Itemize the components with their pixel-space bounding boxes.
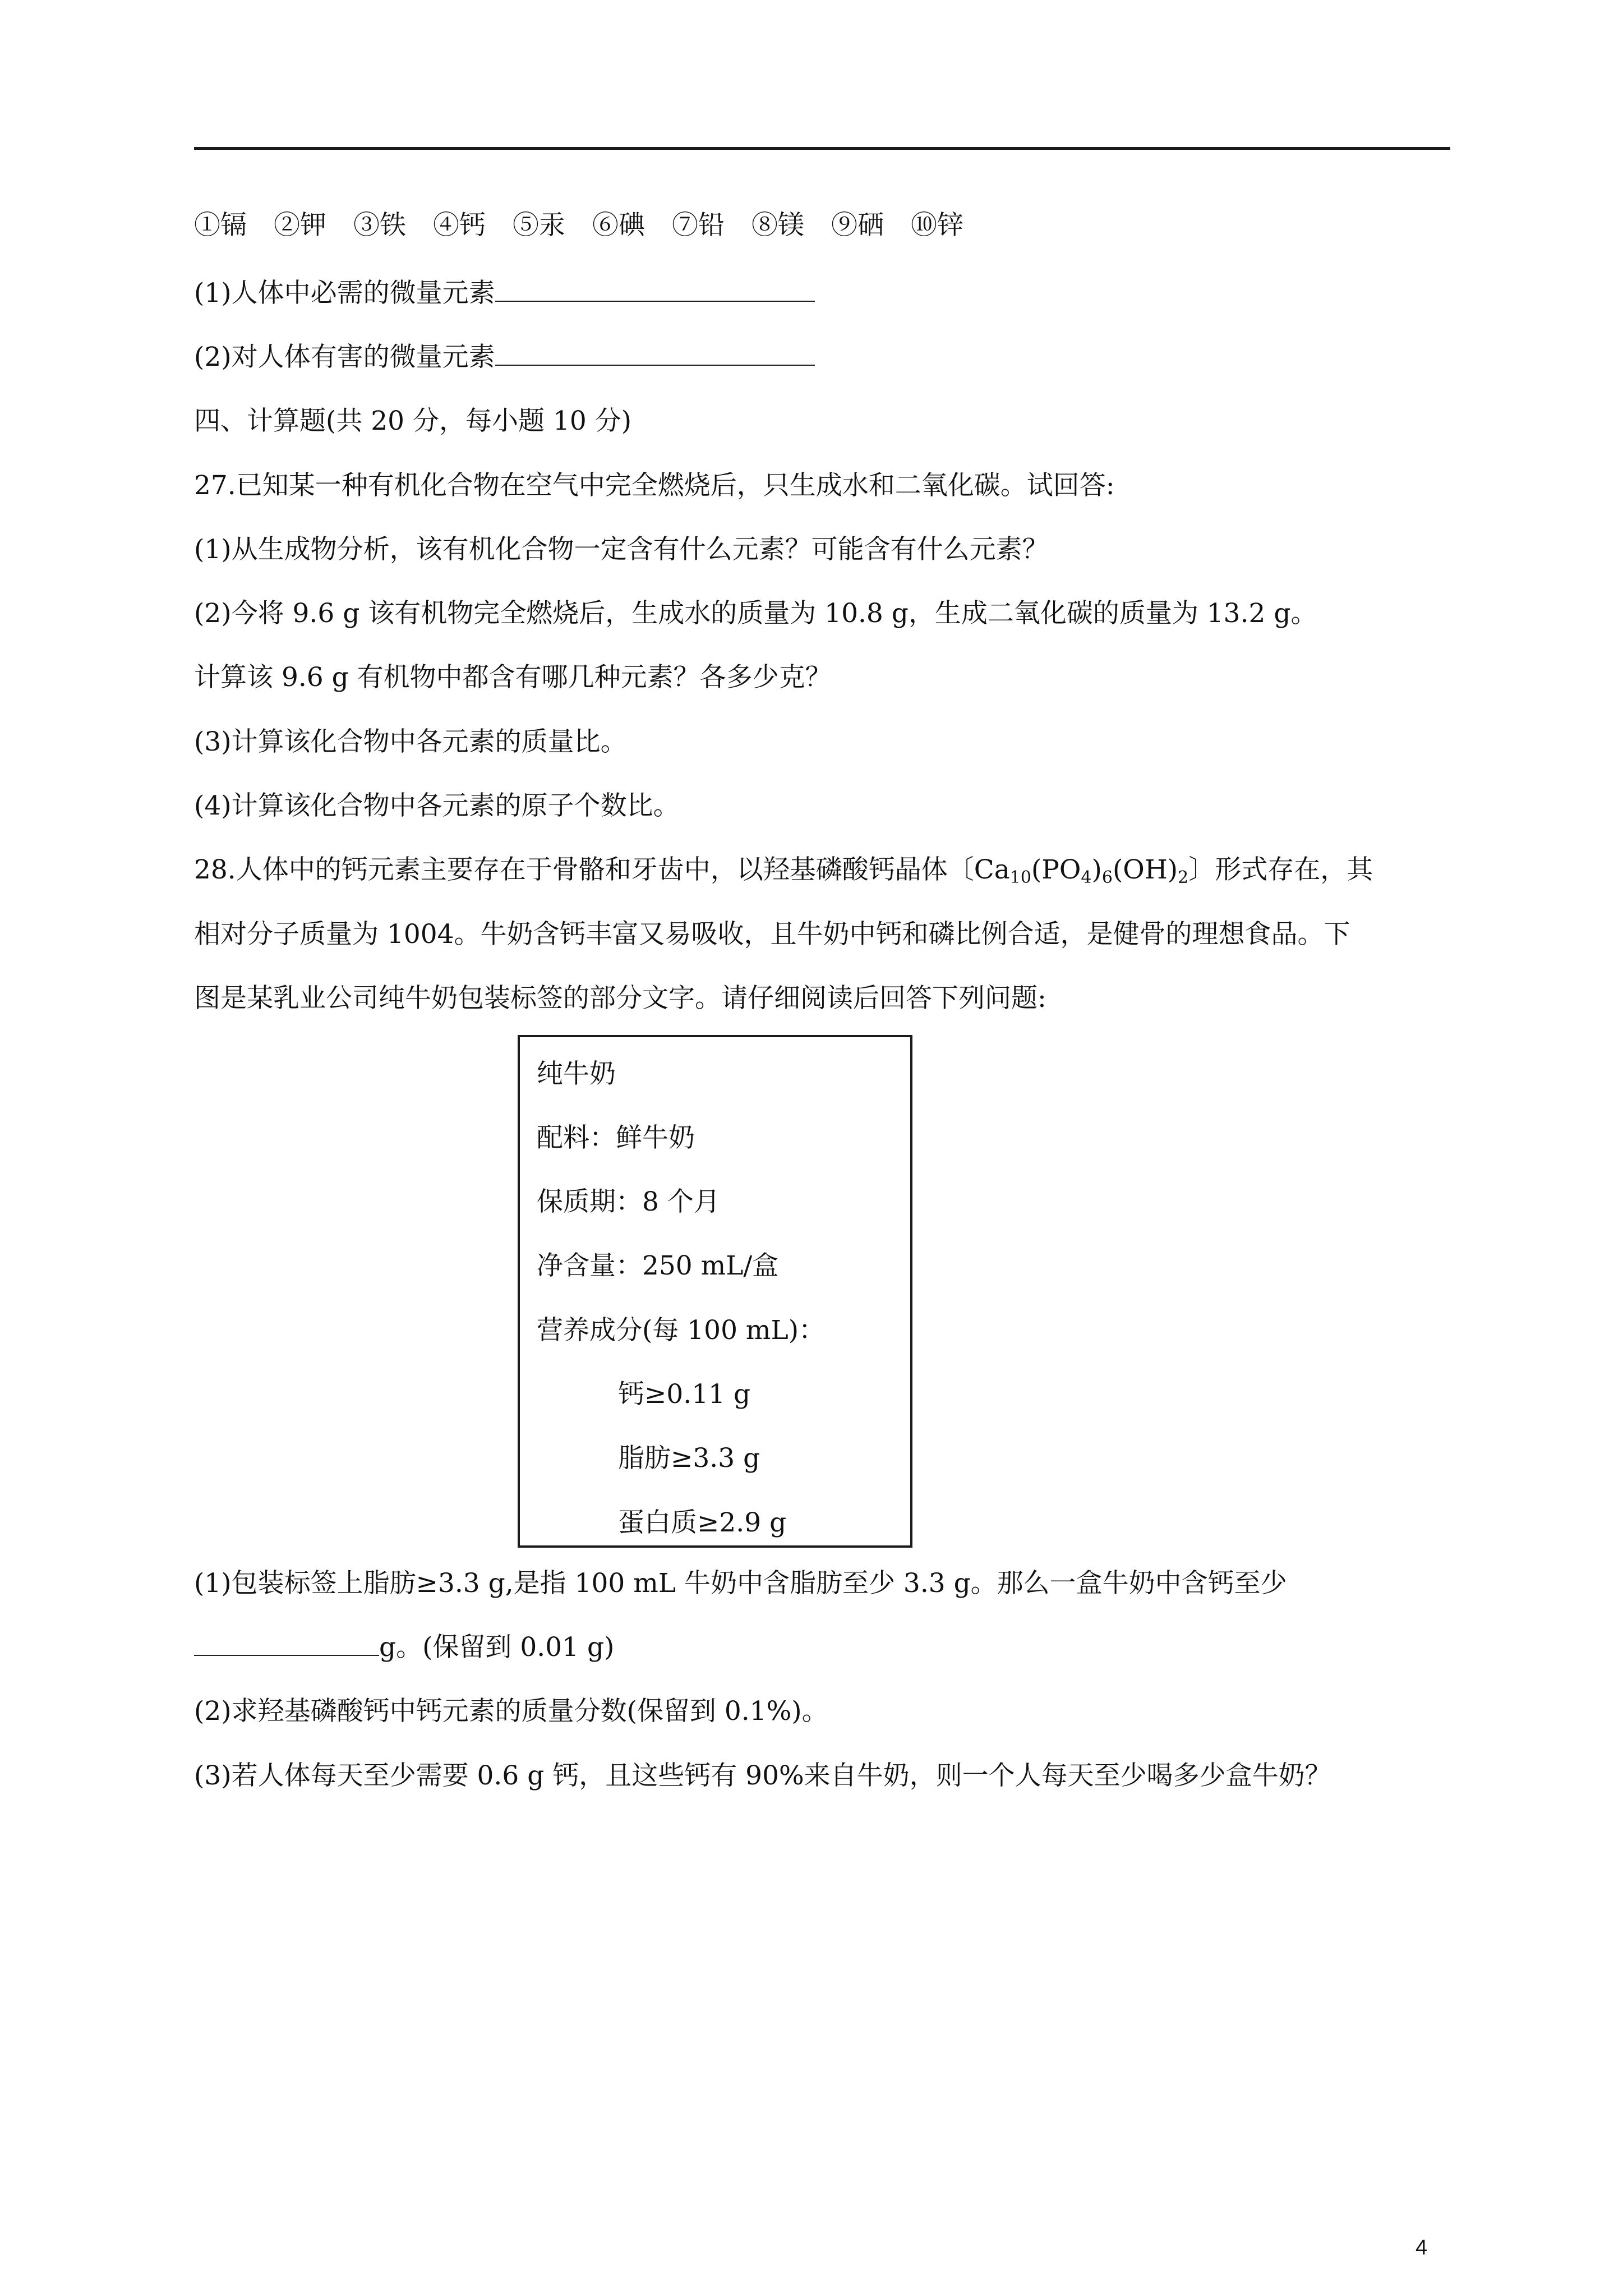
q26-part1 — [194, 277, 815, 310]
element-item: ④钙 — [433, 210, 486, 241]
milk-label-protein: 蛋白质≥2.9 g — [618, 1507, 787, 1538]
element-item: ⑨硒 — [831, 210, 884, 241]
formula-part: ) — [1091, 854, 1102, 885]
q28-part1-line1: (1)包装标签上脂肪≥3.3 g,是指 100 mL 牛奶中含脂肪至少 3.3 g。那么一盒牛奶中含钙至少 — [194, 1568, 1287, 1599]
answer-blank[interactable] — [495, 278, 815, 302]
q26-part2-text: (2)对人体有害的微量元素 — [194, 342, 495, 372]
milk-label-fat: 脂肪≥3.3 g — [618, 1443, 760, 1474]
q28-stem-text: 〕形式存在，其 — [1188, 854, 1373, 885]
element-item: ①镉 — [194, 210, 247, 241]
milk-label-title: 纯牛奶 — [537, 1059, 616, 1089]
element-item: ⑧镁 — [751, 210, 804, 241]
answer-blank[interactable] — [495, 342, 815, 366]
section-heading: 四、计算题(共 20 分，每小题 10 分) — [194, 406, 632, 436]
element-item: ⑩锌 — [911, 210, 963, 241]
milk-label-shelf-life: 保质期：8 个月 — [537, 1186, 720, 1217]
answer-blank[interactable] — [194, 1632, 379, 1656]
formula-part: Ca — [974, 854, 1010, 885]
q27-part2-line2: 计算该 9.6 g 有机物中都含有哪几种元素？各多少克？ — [194, 662, 832, 693]
q28-part2: (2)求羟基磷酸钙中钙元素的质量分数(保留到 0.1%)。 — [194, 1696, 828, 1727]
milk-label-ingredients: 配料：鲜牛奶 — [537, 1122, 695, 1153]
header-rule — [194, 147, 1450, 150]
formula-subscript: 2 — [1178, 868, 1189, 887]
formula-subscript: 10 — [1009, 868, 1031, 887]
formula-subscript: 4 — [1081, 868, 1092, 887]
page-number: 4 — [1415, 2236, 1428, 2260]
q27-part4: (4)计算该化合物中各元素的原子个数比。 — [194, 790, 680, 821]
element-item: ②钾 — [274, 210, 326, 241]
q26-part2 — [194, 341, 815, 374]
q28-stem-text: 28.人体中的钙元素主要存在于骨骼和牙齿中，以羟基磷酸钙晶体〔 — [194, 854, 974, 885]
milk-label-net-content: 净含量：250 mL/盒 — [537, 1250, 779, 1281]
element-item: ⑦铅 — [672, 210, 725, 241]
q26-part1-text: (1)人体中必需的微量元素 — [194, 278, 495, 309]
milk-label-box — [518, 1035, 912, 1548]
formula-subscript: 6 — [1101, 868, 1113, 887]
q28-part1-suffix: g。(保留到 0.01 g) — [379, 1632, 615, 1663]
q28-stem-line3: 图是某乳业公司纯牛奶包装标签的部分文字。请仔细阅读后回答下列问题: — [194, 983, 1046, 1014]
q28-stem-line2: 相对分子质量为 1004。牛奶含钙丰富又易吸收，且牛奶中钙和磷比例合适，是健骨的理想食品。下 — [194, 919, 1350, 950]
element-item: ⑤汞 — [513, 210, 565, 241]
q27-stem: 27.已知某一种有机化合物在空气中完全燃烧后，只生成水和二氧化碳。试回答: — [194, 470, 1115, 501]
milk-label-calcium: 钙≥0.11 g — [618, 1379, 751, 1410]
formula-part: (OH) — [1112, 854, 1178, 885]
milk-label-nutrition-heading: 营养成分(每 100 mL)： — [537, 1315, 826, 1346]
q28-stem-line1 — [194, 853, 1373, 887]
q28-part3: (3)若人体每天至少需要 0.6 g 钙，且这些钙有 90%来自牛奶，则一个人每天至少喝多少盒牛奶？ — [194, 1760, 1331, 1791]
q27-part3: (3)计算该化合物中各元素的质量比。 — [194, 726, 627, 757]
q27-part2-line1: (2)今将 9.6 g 该有机物完全燃烧后，生成水的质量为 10.8 g，生成二氧化碳的质量为 13.2 g。 — [194, 598, 1317, 629]
chemical-formula — [974, 854, 1189, 885]
element-item: ③铁 — [353, 210, 406, 241]
element-list — [194, 209, 990, 242]
formula-part: (PO — [1031, 854, 1081, 885]
q28-part1-line2 — [194, 1631, 614, 1664]
element-item: ⑥碘 — [592, 210, 645, 241]
q27-part1: (1)从生成物分析，该有机化合物一定含有什么元素？可能含有什么元素？ — [194, 534, 1049, 565]
